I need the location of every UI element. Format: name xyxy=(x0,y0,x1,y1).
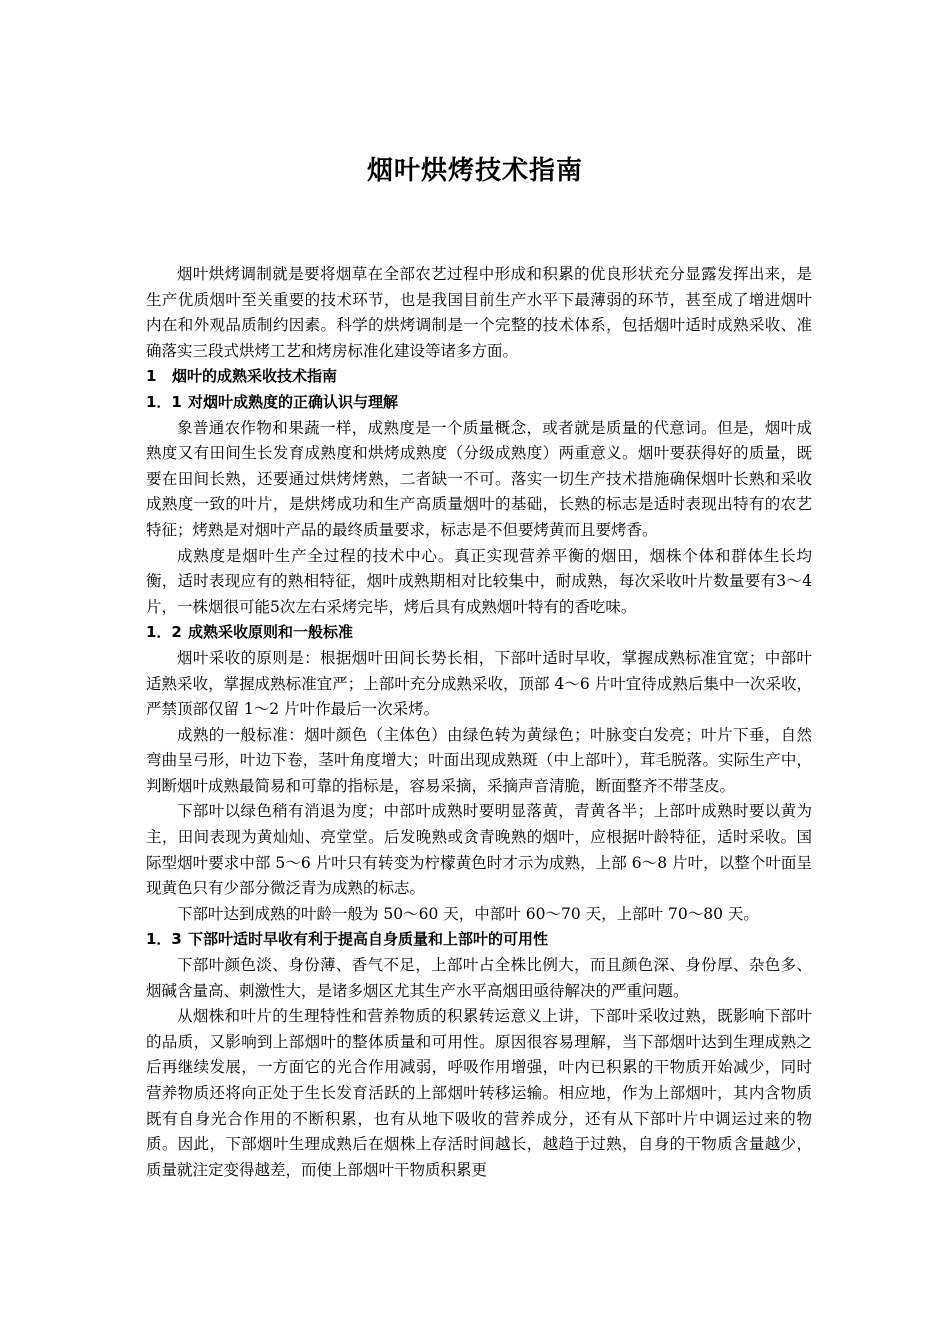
section-1-3-paragraph: 下部叶颜色淡、身份薄、香气不足，上部叶占全株比例大，而且颜色深、身份厚、杂色多、烟碱含量高、刺激性大，是诸多烟区尤其生产水平高烟田亟待解决的严重问题。 xyxy=(146,956,812,1000)
document-body xyxy=(146,262,812,1183)
section-1-2-paragraph: 烟叶采收的原则是：根据烟叶田间长势长相，下部叶适时早收，掌握成熟标准宜宽；中部叶适熟采收，掌握成熟标准宜严；上部叶充分成熟采收，顶部 4～6 片叶宜待成熟后集中一次采收，严禁顶部仅留 1～2 片叶作最后一次采烤。 xyxy=(146,648,812,719)
section-1-1-paragraph: 象普通农作物和果蔬一样，成熟度是一个质量概念，或者就是质量的代意词。但是，烟叶成熟度又有田间生长发育成熟度和烘烤成熟度（分级成熟度）两重意义。烟叶要获得好的质量，既要在田间长熟，还要通过烘烤烤熟，二者缺一不可。落实一切生产技术措施确保烟叶长熟和采收成熟度一致的叶片，是烘烤成功和生产高质量烟叶的基础，长熟的标志是适时表现出特有的农艺特征；烤熟是对烟叶产品的最终质量要求，标志是不但要烤黄而且要烤香。 xyxy=(146,418,812,539)
section-1-1-number: 1．1 xyxy=(146,392,182,411)
section-1-2-number: 1．2 xyxy=(146,623,182,642)
section-1-3-heading xyxy=(146,927,812,953)
section-1-2-heading xyxy=(146,620,812,646)
section-1-1-heading xyxy=(146,390,812,416)
section-1-1-paragraph: 成熟度是烟叶生产全过程的技术中心。真正实现营养平衡的烟田，烟株个体和群体生长均衡，适时表现应有的熟相特征，烟叶成熟期相对比较集中，耐成熟，每次采收叶片数量要有3～4片，一株烟很可能5次左右采烤完毕，烤后具有成熟烟叶特有的香吃味。 xyxy=(146,546,812,616)
section-1-3-paragraph: 从烟株和叶片的生理特性和营养物质的积累转运意义上讲，下部叶采收过熟，既影响下部叶的品质，又影响到上部烟叶的整体质量和可用性。原因很容易理解，当下部烟叶达到生理成熟之后再继续发展，一方面它的光合作用减弱，呼吸作用增强，叶内已积累的干物质开始减少，同时营养物质还将向正处于生长发育活跃的上部烟叶转移运输。相应地，作为上部烟叶，其内含物质既有自身光合作用的不断积累，也有从地下吸收的营养成分，还有从下部叶片中调运过来的物质。因此，下部烟叶生理成熟后在烟株上存活时间越长，越趋于过熟，自身的干物质含量越少，质量就注定变得越差，而使上部烟叶干物质积累更 xyxy=(146,1007,812,1179)
section-1-3-title: 下部叶适时早收有利于提高自身质量和上部叶的可用性 xyxy=(188,930,549,949)
document-title: 烟叶烘烤技术指南 xyxy=(366,156,583,186)
section-1-2-paragraph: 成熟的一般标准：烟叶颜色（主体色）由绿色转为黄绿色；叶脉变白发亮；叶片下垂，自然弯曲呈弓形，叶边下卷，茎叶角度增大；叶面出现成熟斑（中上部叶），茸毛脱落。实际生产中，判断烟叶成熟最简易和可靠的指标是，容易采摘，采摘声音清脆，断面整齐不带茎皮。 xyxy=(146,725,812,795)
section-1-2-title: 成熟采收原则和一般标准 xyxy=(188,623,354,642)
section-1-heading xyxy=(146,364,812,390)
section-1-1-title: 对烟叶成熟度的正确认识与理解 xyxy=(188,392,399,411)
section-1-2-paragraph: 下部叶以绿色稍有消退为度；中部叶成熟时要明显落黄，青黄各半；上部叶成熟时要以黄为主，田间表现为黄灿灿、亮堂堂。后发晚熟或贪青晚熟的烟叶，应根据叶龄特征，适时采收。国际型烟叶要求中部 5～6 片叶只有转变为柠檬黄色时才示为成熟，上部 6～8 片叶，以整个叶面呈现黄色只有少部分微泛青为成熟的标志。 xyxy=(146,802,812,898)
section-1-2-paragraph: 下部叶达到成熟的叶龄一般为 50～60 天，中部叶 60～70 天，上部叶 70～80 天。 xyxy=(177,904,759,923)
section-1-number: 1 xyxy=(146,367,157,386)
section-1-title: 烟叶的成熟采收技术指南 xyxy=(172,367,338,386)
intro-paragraph: 烟叶烘烤调制就是要将烟草在全部农艺过程中形成和积累的优良形状充分显露发挥出来，是生产优质烟叶至关重要的技术环节，也是我国目前生产水平下最薄弱的环节，甚至成了增进烟叶内在和外观品质制约因素。科学的烘烤调制是一个完整的技术体系，包括烟叶适时成熟采收、准确落实三段式烘烤工艺和烤房标准化建设等诸多方面。 xyxy=(146,265,812,360)
section-1-3-number: 1．3 xyxy=(146,930,182,949)
